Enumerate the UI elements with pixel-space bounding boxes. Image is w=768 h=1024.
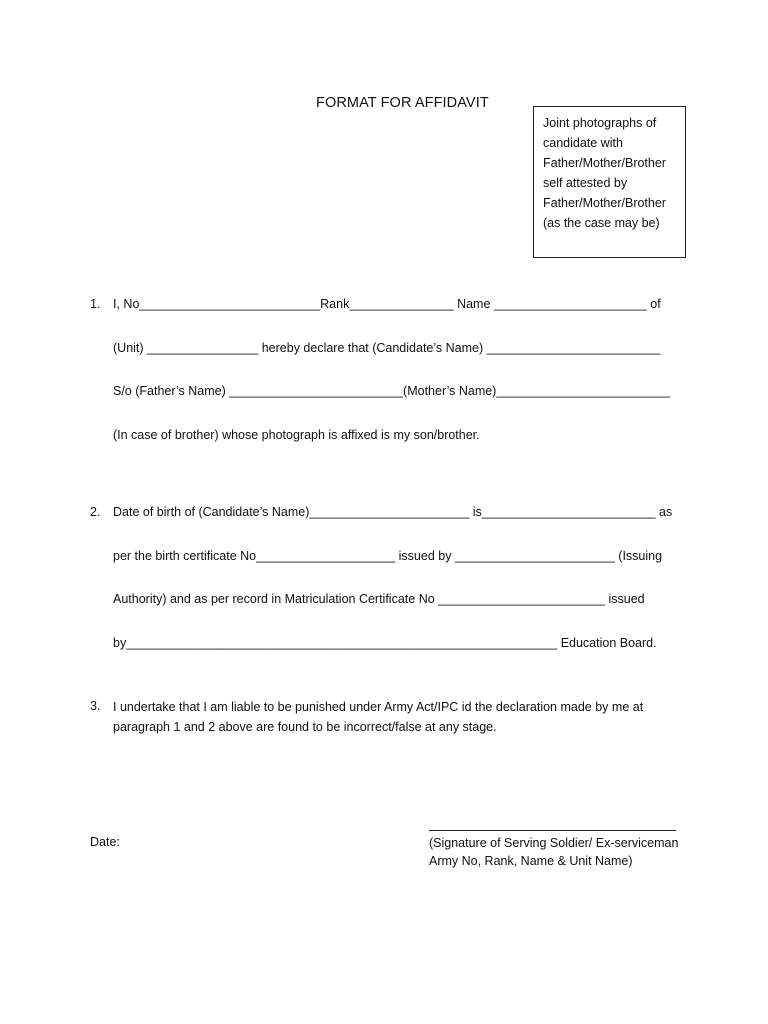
para1-line: S/o (Father’s Name) _________________________(Mother’s Name)_________________________	[113, 384, 671, 398]
para3-line: I undertake that I am liable to be punished under Army Act/IPC id the declaration made by me at	[113, 700, 644, 714]
date-label: Date:	[90, 835, 120, 849]
para2-line: by______________________________________________________________ Education Board.	[113, 636, 657, 650]
photo-box-line: (as the case may be)	[543, 216, 660, 230]
para1-number: 1.	[90, 297, 101, 311]
para3-line: paragraph 1 and 2 above are found to be incorrect/false at any stage.	[113, 720, 497, 734]
photo-box-line: Joint photographs of	[543, 116, 657, 130]
document-title: FORMAT FOR AFFIDAVIT	[316, 95, 489, 111]
para2-line: Authority) and as per record in Matriculation Certificate No ________________________ issued	[113, 592, 645, 606]
para1-line: (Unit) ________________ hereby declare that (Candidate’s Name) _________________________	[113, 341, 661, 355]
para2-line: Date of birth of (Candidate’s Name)_______________________ is_________________________ as	[113, 505, 673, 519]
photo-box-line: self attested by	[543, 176, 628, 190]
photo-box-line: Father/Mother/Brother	[543, 196, 666, 210]
para2-line: per the birth certificate No____________________ issued by _______________________ (Issuing	[113, 549, 663, 563]
signature-line	[429, 830, 676, 831]
signature-caption: Army No, Rank, Name & Unit Name)	[429, 854, 633, 868]
photo-box-line: Father/Mother/Brother	[543, 156, 666, 170]
para1-line: (In case of brother) whose photograph is affixed is my son/brother.	[113, 428, 480, 442]
photo-box-line: candidate with	[543, 136, 623, 150]
para1-line: I, No__________________________Rank_______________ Name ______________________ of	[113, 297, 661, 311]
signature-caption: (Signature of Serving Soldier/ Ex-serviceman	[429, 836, 679, 850]
para2-number: 2.	[90, 505, 101, 519]
para3-number: 3.	[90, 699, 101, 713]
photo-placeholder-box	[533, 106, 686, 258]
